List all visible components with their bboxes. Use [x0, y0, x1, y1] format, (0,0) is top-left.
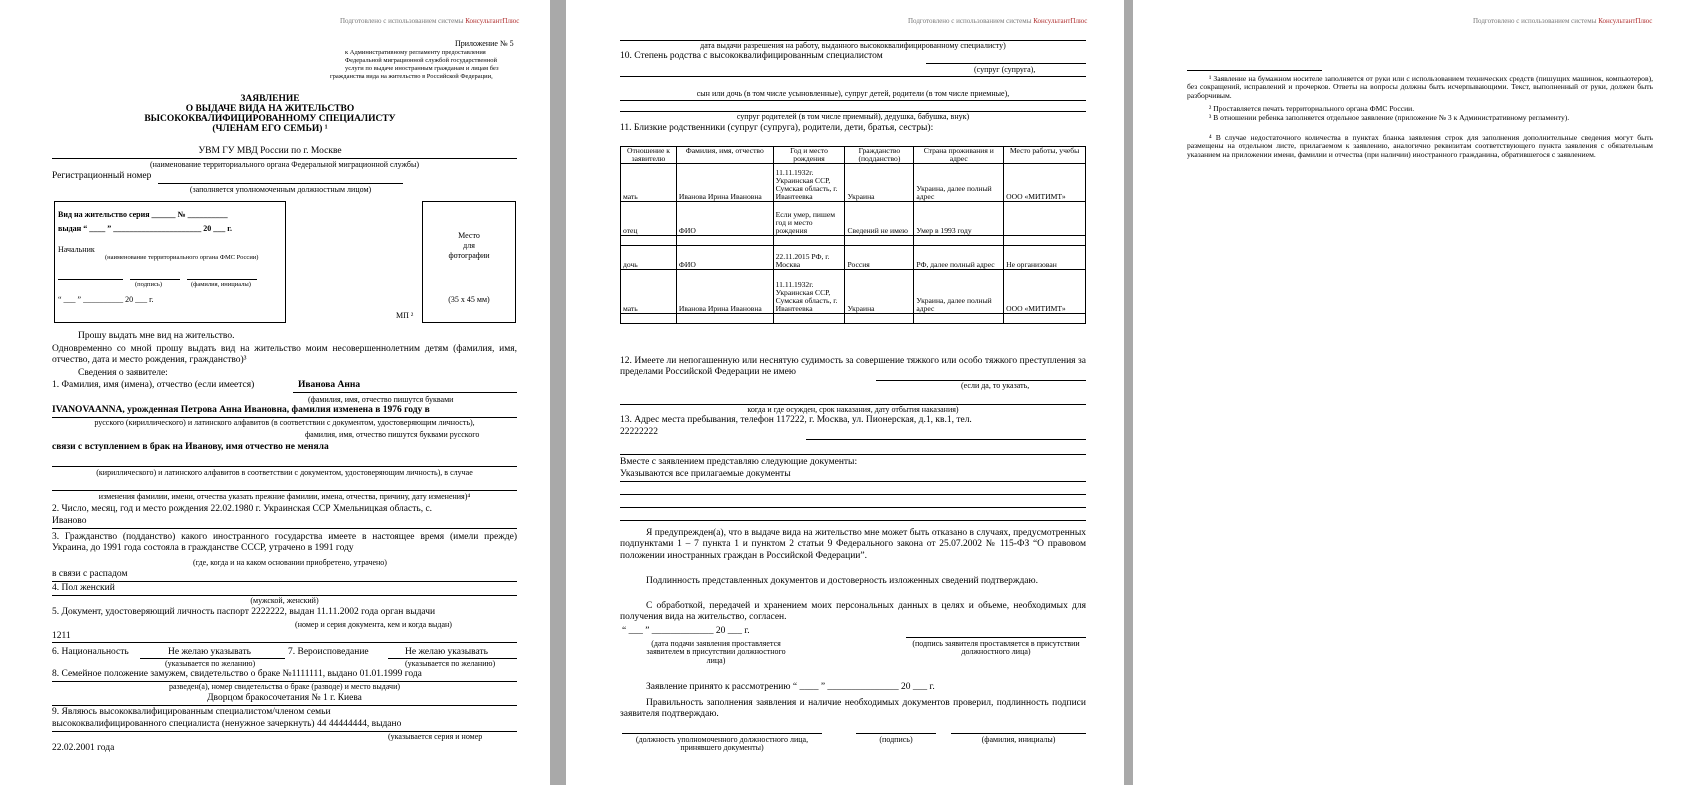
- permit-series: Вид на жительство серия ______ № __________: [58, 210, 228, 219]
- field-1-hint3: фамилия, имя, отчество пишутся буквами русского: [305, 430, 480, 439]
- table-header-row: [621, 147, 1086, 164]
- field-6-hint: (указывается по желанию): [165, 659, 256, 668]
- relatives-table: [620, 146, 1086, 324]
- table-header: Отношение к заявителю: [621, 147, 677, 164]
- table-row: [621, 201, 1086, 235]
- permit-name-hint: (фамилия, инициалы): [191, 281, 251, 288]
- docs-label: Вместе с заявлением представляю следующие документы:: [620, 457, 858, 467]
- table-cell: Украина, далее полный адрес: [914, 163, 1004, 201]
- docs-value: Указываются все прилагаемые документы: [620, 469, 791, 479]
- table-cell: мать: [621, 163, 677, 201]
- table-cell: ООО «МИТИМТ»: [1004, 269, 1086, 313]
- permit-box: [54, 201, 286, 323]
- table-cell: 22.11.2015 РФ, г. Москва: [773, 245, 845, 269]
- photo-text: фотографии: [448, 251, 490, 260]
- field-12: 12. Имеете ли непогашенную или неснятую судимость за совершение тяжкого или особо тяжкого преступления за пределами Российской Федерации не имею: [620, 356, 1086, 378]
- field-9-hint: (указывается серия и номер: [388, 732, 483, 741]
- footnote-1: ¹ Заявление на бумажном носителе заполняется от руки или с использованием технических средств (пишущих машинок, компьютеров), без сокращений, исправлений и прочерков. Ответы на вопросы должны быть исчерпывающими. Текст, выполненный от руки, должен быть разборчивым.: [1187, 74, 1653, 100]
- applicant-date-hint: (дата подачи заявления проставляется заявителем в присутствии должностного лица): [646, 639, 786, 665]
- photo-size: (35 x 45 мм): [448, 295, 490, 304]
- permit-issued: выдан “ ____ ” ______________________ 20 ___ г.: [58, 224, 232, 233]
- header-note-prefix: Подготовлено с использованием системы: [908, 17, 1034, 25]
- header-note: [908, 18, 1087, 25]
- field-1-label: 1. Фамилия, имя (имена), отчество (если имеется): [52, 380, 255, 390]
- field-11: 11. Близкие родственники (супруг (супруга), родители, дети, братья, сестры):: [620, 123, 934, 133]
- table-row: [621, 163, 1086, 201]
- field-1-line3: связи с вступлением в брак на Иванову, имя отчество не меняла: [52, 442, 329, 452]
- photo-text: для: [463, 241, 475, 250]
- applicant-sign-hint: (подпись заявителя проставляется в присутствии должностного лица): [912, 639, 1080, 657]
- table-row: [621, 269, 1086, 313]
- field-10: 10. Степень родства с высококвалифицированным специалистом: [620, 51, 883, 61]
- field-10-value: (супруг (супруга),: [974, 65, 1036, 74]
- reg-number-label: Регистрационный номер: [52, 171, 152, 181]
- permit-chief-hint: (наименование территориального органа ФМС России): [105, 254, 259, 261]
- field-9-cont: 22.02.2001 года: [52, 743, 115, 753]
- field-1-line2: IVANOVAANNA, урожденная Петрова Анна Ивановна, фамилия изменена в 1976 году в: [52, 405, 430, 415]
- title-line: О ВЫДАЧЕ ВИДА НА ЖИТЕЛЬСТВО: [185, 103, 355, 114]
- permit-sign-hint: (подпись): [135, 281, 162, 288]
- table-cell: 11.11.1932г. Украинская ССР, Сумская область, г. Ивантеевка: [773, 163, 845, 201]
- field-8: 8. Семейное положение замужем, свидетельство о браке №1111111, выдано 01.01.1999 года: [52, 669, 422, 679]
- title-line: ЗАЯВЛЕНИЕ: [240, 94, 300, 104]
- field-12-hint: (если да, то указать,: [961, 381, 1030, 390]
- field-8-cont: Дворцом бракосочетания № 1 г. Киева: [207, 693, 362, 703]
- form-title: [100, 95, 440, 135]
- table-header: Место работы, учебы: [1004, 147, 1086, 164]
- header-note-brand: КонсультантПлюс: [1598, 17, 1653, 25]
- field-3: 3. Гражданство (подданство) какого иностранного государства имеете в настоящее время (имели прежде) Украина, до 1991 года состояла в гражданстве СССР, утрачено в 1991 году: [52, 532, 517, 554]
- table-cell: Умер в 1993 году: [914, 201, 1004, 235]
- field-13-cont: 22222222: [620, 427, 658, 437]
- appendix-line: к Административному регламенту предоставления: [345, 49, 486, 56]
- table-cell: ФИО: [676, 201, 773, 235]
- table-cell: [845, 313, 914, 323]
- reg-hint: (заполняется уполномоченным должностным лицом): [189, 185, 372, 194]
- header-note: [1473, 18, 1652, 25]
- header-note-prefix: Подготовлено с использованием системы: [340, 17, 466, 25]
- permit-chief: Начальник: [58, 245, 95, 254]
- appendix-line: услуги по выдаче иностранным гражданам и лицам без: [345, 65, 499, 72]
- field-7-label: 7. Вероисповедание: [288, 647, 369, 657]
- header-note-prefix: Подготовлено с использованием системы: [1473, 17, 1599, 25]
- footnote-3: ³ В отношении ребенка заполняется отдельное заявление (приложение № 3 к Административному регламенту).: [1209, 113, 1570, 122]
- authority-hint: (наименование территориального органа Федеральной миграционной службы): [149, 160, 420, 169]
- field-3-hint: (где, когда и на каком основании приобретено, утрачено): [193, 558, 387, 567]
- table-header: Страна проживания и адрес: [914, 147, 1004, 164]
- table-cell: [914, 313, 1004, 323]
- field-1-value: Иванова Анна: [298, 380, 361, 390]
- table-cell: Россия: [845, 245, 914, 269]
- table-cell: Если умер, пишем год и место рождения: [773, 201, 845, 235]
- table-cell: 11.11.1932г. Украинская ССР, Сумская область, г. Ивантеевка: [773, 269, 845, 313]
- field-7-value: Не желаю указывать: [405, 647, 488, 657]
- document-page-1: [0, 0, 550, 785]
- warning-text: Я предупрежден(а), что в выдаче вида на жительство мне может быть отказано в случаях, предусмотренных подпунктами 1 – 7 пункта 1 и пунктом 2 статьи 9 Федерального закона от 25.07.2002 № 115-ФЗ “О правовом положении иностранных граждан в Российской Федерации”.: [620, 528, 1086, 561]
- officer-name-hint: (фамилия, инициалы): [981, 735, 1056, 744]
- title-line: (ЧЛЕНАМ ЕГО СЕМЬИ) ¹: [212, 123, 328, 134]
- table-cell: Украина: [845, 163, 914, 201]
- table-cell: [773, 313, 845, 323]
- field-5-cont: 1211: [52, 631, 71, 641]
- header-note: [340, 18, 519, 25]
- table-cell: Украина: [845, 269, 914, 313]
- table-header: Год и место рождения: [773, 147, 845, 164]
- officer-position-hint: (должность уполномоченного должностного лица, принявшего документы): [635, 735, 809, 753]
- table-cell: Иванова Ирина Ивановна: [676, 269, 773, 313]
- about-heading: Сведения о заявителе:: [78, 368, 168, 378]
- field-2-cont: Иваново: [52, 516, 87, 526]
- field-1-hint5: изменения фамилии, имени, отчества указать прежние фамилии, имена, отчества, причину, дату изменения)⁴: [98, 492, 471, 501]
- permit-date: “ ___ ” __________ 20 ___ г.: [58, 295, 154, 304]
- officer-sign-hint: (подпись): [879, 735, 913, 744]
- table-cell: [676, 313, 773, 323]
- field-4: 4. Пол женский: [52, 583, 115, 593]
- photo-text: Место: [458, 231, 480, 240]
- table-header: Фамилия, имя, отчество: [676, 147, 773, 164]
- field-10-hint2: супруг родителей (в том числе приемный), дедушка, бабушка, внук): [736, 112, 970, 121]
- field-10-hint1: сын или дочь (в том числе усыновленные), супруг детей, родители (в том числе приемные),: [696, 89, 1010, 98]
- accepted-line: Заявление принято к рассмотрению “ ____ ” _______________ 20 ___ г.: [646, 682, 935, 692]
- field-7-hint: (указывается по желанию): [405, 659, 496, 668]
- field-6-label: 6. Национальность: [52, 647, 129, 657]
- field-1-hint4: (кириллического) и латинского алфавитов в соответствии с документом, удостоверяющим личность), в случае: [96, 468, 473, 477]
- table-row: [621, 245, 1086, 269]
- authority-value: УВМ ГУ МВД России по г. Москве: [198, 146, 342, 156]
- table-cell: отец: [621, 201, 677, 235]
- document-page-3: [1133, 0, 1686, 785]
- table-cell: [1004, 201, 1086, 235]
- confirm-text: Подлинность представленных документов и достоверность изложенных сведений подтверждаю.: [646, 576, 1038, 586]
- field-6-value: Не желаю указывать: [168, 647, 251, 657]
- table-cell: Украина, далее полный адрес: [914, 269, 1004, 313]
- header-note-brand: КонсультантПлюс: [1033, 17, 1088, 25]
- document-page-2: [566, 0, 1124, 785]
- applicant-date: “ ___ ” _____________ 20 ___ г.: [622, 626, 750, 636]
- footnote-2: ² Проставляется печать территориального органа ФМС России.: [1209, 104, 1415, 113]
- table-cell: дочь: [621, 245, 677, 269]
- table-header: Гражданство (подданство): [845, 147, 914, 164]
- field-8-hint: разведен(а), номер свидетельства о браке (разводе) и место выдачи): [168, 682, 401, 691]
- table-cell: Иванова Ирина Ивановна: [676, 163, 773, 201]
- table-cell: [1004, 313, 1086, 323]
- field-1-hint: (фамилия, имя, отчество пишутся буквами: [308, 395, 454, 404]
- table-cell: [621, 313, 677, 323]
- field-9: 9. Являюсь высококвалифицированным специалистом/членом семьи: [52, 707, 331, 717]
- top-hint: дата выдачи разрешения на работу, выданного высококвалифицированному специалисту): [700, 41, 1006, 50]
- table-row: [621, 313, 1086, 323]
- table-cell: Сведений не имею: [845, 201, 914, 235]
- field-5-hint: (номер и серия документа, кем и когда выдан): [295, 620, 452, 629]
- request-children: Одновременно со мной прошу выдать вид на жительство моим несовершеннолетним детям (фамилия, имя, отчество, дата и место рождения, гражданство)³: [52, 344, 517, 366]
- stamp-place: МП ²: [396, 311, 414, 320]
- consent-text: С обработкой, передачей и хранением моих персональных данных в целях и объеме, необходимых для получения вида на жительство, согласен.: [620, 601, 1086, 623]
- photo-box: [422, 201, 516, 323]
- appendix-title: Приложение № 5: [455, 39, 514, 48]
- field-1-hint2: русского (кириллического) и латинского алфавитов (в соответствии с документом, удостоверяющим личность),: [94, 418, 475, 427]
- field-2: 2. Число, месяц, год и место рождения 22.02.1980 г. Украинская ССР Хмельницкая область, с.: [52, 504, 433, 514]
- appendix-line: гражданства вида на жительство в Российской Федерации,: [330, 73, 493, 80]
- field-4-hint: (мужской, женский): [250, 596, 319, 605]
- header-note-brand: КонсультантПлюс: [465, 17, 520, 25]
- title-line: ВЫСОКОКВАЛИФИЦИРОВАННОМУ СПЕЦИАЛИСТУ: [144, 113, 396, 124]
- field-9-line2: высококвалифицированного специалиста (ненужное зачеркнуть) 44 44444444, выдано: [52, 719, 402, 729]
- field-13: 13. Адрес места пребывания, телефон 117222, г. Москва, ул. Пионерская, д.1, кв.1, тел.: [620, 415, 972, 425]
- request-line: Прошу выдать мне вид на жительство.: [78, 331, 235, 341]
- table-cell: РФ, далее полный адрес: [914, 245, 1004, 269]
- field-12-hint2: когда и где осужден, срок наказания, дату отбытия наказания): [747, 405, 959, 414]
- footnote-4: ⁴ В случае недостаточного количества в пунктах бланка заявления строк для заполнения дополнительные сведения могут быть размещены на отдельном листе, прилагаемом к заявлению, аналогично реквизитам соответствующего пункта заявления с обязательным указанием на приложении имени, фамилии и отчества (при наличии) иностранного гражданина, обратившегося с заявлением.: [1187, 133, 1653, 159]
- field-3-cont: в связи с распадом: [52, 569, 128, 579]
- checked-text: Правильность заполнения заявления и наличие необходимых документов проверил, подлинность подписи заявителя подтверждаю.: [620, 698, 1086, 720]
- table-row: [621, 235, 1086, 245]
- appendix-line: Федеральной миграционной службой государственной: [345, 57, 497, 64]
- table-cell: мать: [621, 269, 677, 313]
- table-cell: Не организован: [1004, 245, 1086, 269]
- field-5: 5. Документ, удостоверяющий личность паспорт 2222222, выдан 11.11.2002 года орган выдачи: [52, 607, 436, 617]
- table-cell: ФИО: [676, 245, 773, 269]
- table-cell: ООО «МИТИМТ»: [1004, 163, 1086, 201]
